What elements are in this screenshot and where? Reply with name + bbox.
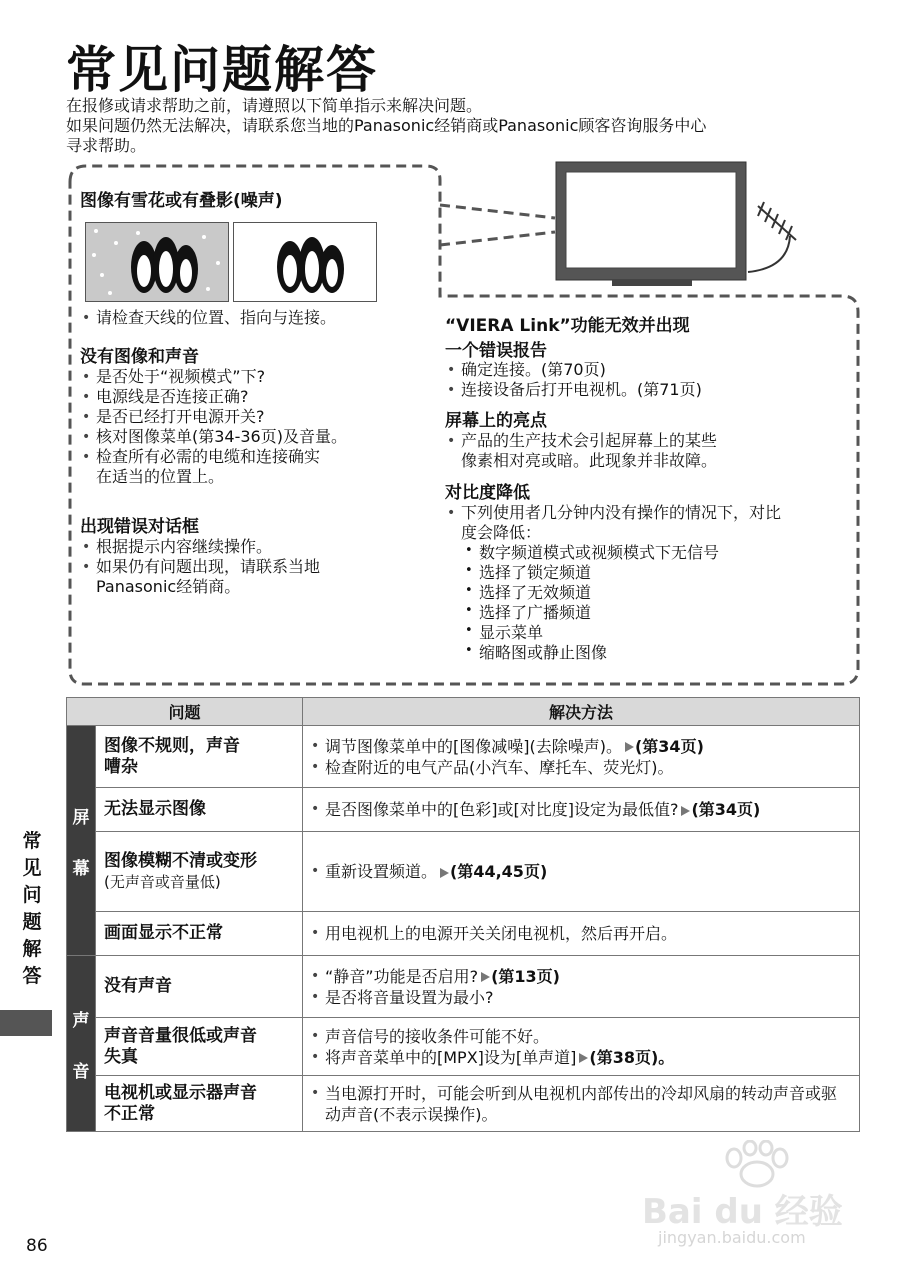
side-char: 问 <box>22 884 42 906</box>
problem-cell <box>96 788 303 832</box>
intro-line: 如果问题仍然无法解决，请联系您当地的Panasonic经销商或Panasonic顾客咨询服务中心 <box>66 116 707 135</box>
category-char: 幕 <box>72 858 90 879</box>
page-ref: (第44,45页) <box>450 862 548 881</box>
side-char: 解 <box>22 938 42 960</box>
watermark-url: jingyan.baidu.com <box>658 1228 806 1247</box>
problem-line: 电视机或显示器声音 <box>104 1082 257 1103</box>
noisy-image-sample <box>85 222 229 302</box>
viera-heading: “VIERA Link”功能无效并出现 <box>445 316 690 336</box>
problem-line: 无法显示图像 <box>104 799 206 819</box>
intro-line: 寻求帮助。 <box>66 136 147 155</box>
snow-heading: 图像有雪花或有叠影(噪声) <box>80 191 283 211</box>
problem-cell <box>96 1018 303 1076</box>
table-row <box>67 912 860 956</box>
solution-text: 用电视机上的电源开关关闭电视机，然后再开启。 <box>325 924 678 943</box>
table-row <box>67 956 860 1018</box>
list-item-continued: Panasonic经销商。 <box>96 577 241 596</box>
tv-illustration <box>552 160 812 290</box>
solution-item <box>311 861 851 882</box>
category-char: 声 <box>72 1010 90 1031</box>
solution-text: 是否图像菜单中的[色彩]或[对比度]设定为最低值? <box>325 800 679 819</box>
solution-text: 声音信号的接收条件可能不好。 <box>325 1026 550 1046</box>
problem-line: 画面显示不正常 <box>104 923 223 943</box>
problem-line: 不正常 <box>104 1103 155 1124</box>
category-char: 屏 <box>72 807 90 828</box>
list-item: • 电源线是否连接正确? <box>80 387 347 407</box>
list-item: • 是否处于“视频模式”下? <box>80 367 347 387</box>
side-char: 常 <box>22 830 42 852</box>
side-char: 题 <box>22 911 42 933</box>
problem-cell <box>96 1076 303 1132</box>
solution-item <box>311 736 851 757</box>
solution-item <box>311 966 851 987</box>
error-dialog-heading: 出现错误对话框 <box>80 517 199 537</box>
solution-text: 是否将音量设置为最小? <box>325 987 494 1007</box>
list-item-continued: 在适当的位置上。 <box>96 467 225 486</box>
table-row <box>67 832 860 912</box>
page-ref: (第38页)。 <box>589 1047 675 1067</box>
baidu-watermark <box>642 1140 852 1260</box>
callout-lines <box>440 205 555 245</box>
solution-cell <box>303 788 860 832</box>
page-title: 常见问题解答 <box>66 41 378 99</box>
solution-item <box>311 1026 851 1047</box>
problem-line: 嘈杂 <box>104 756 138 777</box>
header-solution: 解决方法 <box>303 698 860 726</box>
antenna-icon <box>748 202 796 272</box>
list-item: • 根据提示内容继续操作。 <box>80 537 320 557</box>
arrow-icon <box>440 868 449 878</box>
sub-item: • 选择了无效频道 <box>445 583 781 603</box>
no-picture-heading: 没有图像和声音 <box>80 347 199 367</box>
sub-item: • 缩略图或静止图像 <box>445 643 781 663</box>
solution-item <box>311 1083 851 1125</box>
solution-cell <box>303 1076 860 1132</box>
bright-spots-heading: 屏幕上的亮点 <box>445 411 547 431</box>
problem-line: 没有声音 <box>104 976 172 996</box>
list-item: • 请检查天线的位置、指向与连接。 <box>80 308 336 328</box>
viera-heading-2: 一个错误报告 <box>445 341 547 361</box>
page-ref: (第34页) <box>634 736 704 756</box>
solution-cell <box>303 832 860 912</box>
table-header-row <box>67 698 860 726</box>
problem-line: 失真 <box>104 1046 138 1067</box>
side-char: 见 <box>22 857 42 879</box>
solution-text: “静音”功能是否启用? <box>325 966 479 986</box>
solution-cell <box>303 1018 860 1076</box>
table-row <box>67 788 860 832</box>
table-row <box>67 1018 860 1076</box>
side-tab-marker <box>0 1010 52 1036</box>
solution-item <box>311 923 851 944</box>
sub-item: • 选择了锁定频道 <box>445 563 781 583</box>
list-item: • 确定连接。(第70页) <box>445 360 702 380</box>
category-sound <box>67 956 96 1132</box>
problem-line: 图像不规则，声音 <box>104 735 240 756</box>
clear-image-sample <box>233 222 377 302</box>
contrast-heading: 对比度降低 <box>445 483 530 503</box>
solution-text: 重新设置频道。 <box>325 862 438 881</box>
side-char: 答 <box>22 965 42 987</box>
arrow-icon <box>625 742 634 752</box>
list-item: • 下列使用者几分钟内没有操作的情况下，对比 <box>445 503 781 523</box>
side-section-label <box>17 828 47 990</box>
solution-cell <box>303 912 860 956</box>
problem-line: 图像模糊不清或变形 <box>104 850 257 871</box>
list-item: • 产品的生产技术会引起屏幕上的某些 <box>445 431 717 451</box>
solution-item <box>311 987 851 1008</box>
category-screen <box>67 726 96 956</box>
paw-icon <box>712 1140 802 1190</box>
problem-line: 声音音量很低或声音 <box>104 1025 257 1046</box>
sub-item: • 数字频道模式或视频模式下无信号 <box>445 543 781 563</box>
watermark-brand: Bai du 经验 <box>642 1192 843 1232</box>
solution-item <box>311 799 851 820</box>
arrow-icon <box>681 806 690 816</box>
problem-cell <box>96 912 303 956</box>
page-number: 86 <box>26 1236 48 1256</box>
intro-line: 在报修或请求帮助之前，请遵照以下简单指示来解决问题。 <box>66 96 483 115</box>
solution-text: 调节图像菜单中的[图像减噪](去除噪声)。 <box>325 736 622 756</box>
table-row <box>67 1076 860 1132</box>
problem-note: (无声音或音量低) <box>104 872 221 891</box>
arrow-icon <box>579 1053 588 1063</box>
problem-cell <box>96 832 303 912</box>
sub-item: • 显示菜单 <box>445 623 781 643</box>
sub-item: • 选择了广播频道 <box>445 603 781 623</box>
category-char: 音 <box>72 1061 90 1082</box>
solution-text: 检查附近的电气产品(小汽车、摩托车、荧光灯)。 <box>325 757 674 777</box>
faq-table <box>66 697 860 1132</box>
list-item: • 检查所有必需的电缆和连接确实 <box>80 447 347 467</box>
solution-item <box>311 757 851 778</box>
list-item-continued: 度会降低： <box>461 523 542 542</box>
page-ref: (第13页) <box>491 966 560 986</box>
problem-cell <box>96 956 303 1018</box>
list-item: • 是否已经打开电源开关? <box>80 407 347 427</box>
header-problem: 问题 <box>67 698 303 726</box>
table-row <box>67 726 860 788</box>
list-item: • 核对图像菜单(第34-36页)及音量。 <box>80 427 347 447</box>
solution-text: 将声音菜单中的[MPX]设为[单声道] <box>325 1047 577 1067</box>
solution-text: 当电源打开时，可能会听到从电视机内部传出的冷却风扇的转动声音或驱动声音(不表示误操作)。 <box>325 1083 838 1124</box>
solution-item <box>311 1047 851 1068</box>
solution-cell <box>303 726 860 788</box>
solution-cell <box>303 956 860 1018</box>
list-item-continued: 像素相对亮或暗。此现象并非故障。 <box>461 451 718 470</box>
list-item: • 连接设备后打开电视机。(第71页) <box>445 380 702 400</box>
list-item: • 如果仍有问题出现，请联系当地 <box>80 557 320 577</box>
page-ref: (第34页) <box>691 800 761 819</box>
problem-cell <box>96 726 303 788</box>
arrow-icon <box>481 972 490 982</box>
